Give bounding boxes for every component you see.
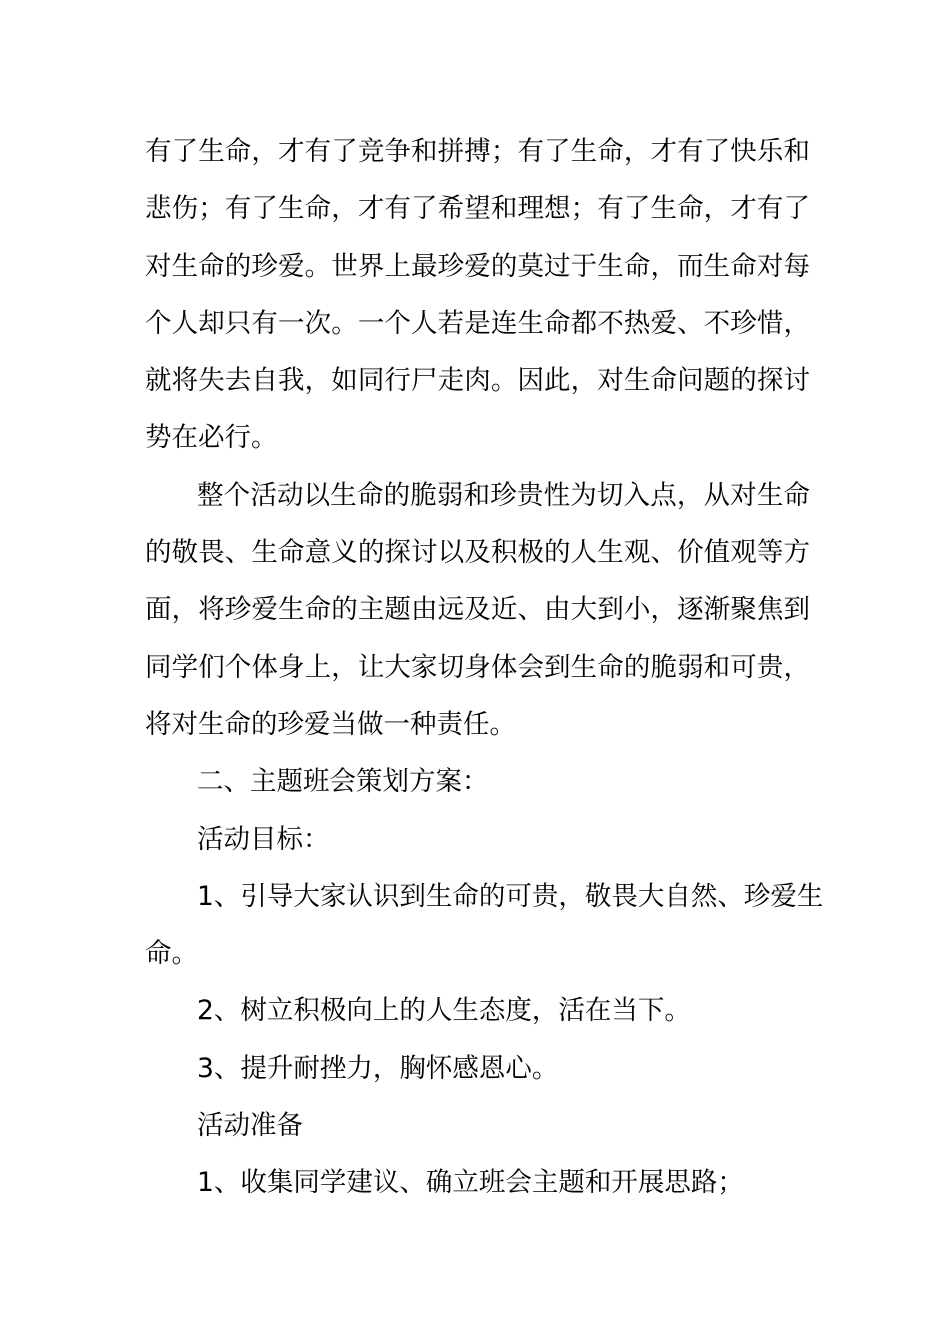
intro-paragraph <box>145 123 810 467</box>
text-line: 对生命的珍爱。世界上最珍爱的莫过于生命，而生命对每 <box>145 250 810 282</box>
goal-item-3: 3、提升耐挫力，胸怀感恩心。 <box>197 1052 559 1084</box>
text-line: 同学们个体身上，让大家切身体会到生命的脆弱和可贵， <box>145 651 810 683</box>
document-body <box>145 123 824 1212</box>
preparation-heading: 活动准备 <box>197 1110 303 1142</box>
text-line: 就将失去自我，如同行尸走肉。因此，对生命问题的探讨 <box>145 365 810 397</box>
section-heading: 二、主题班会策划方案： <box>197 766 489 798</box>
goal-item-1 <box>145 868 824 983</box>
text-line: 命。 <box>145 938 198 970</box>
text-line: 整个活动以生命的脆弱和珍贵性为切入点，从对生命 <box>197 479 810 511</box>
text-line: 的敬畏、生命意义的探讨以及积极的人生观、价值观等方 <box>145 537 810 569</box>
text-line: 个人却只有一次。一个人若是连生命都不热爱、不珍惜， <box>145 307 810 339</box>
goal-item-2: 2、树立积极向上的人生态度，活在当下。 <box>197 995 691 1027</box>
goals-heading: 活动目标： <box>197 823 330 855</box>
text-line: 有了生命，才有了竞争和拼搏；有了生命，才有了快乐和 <box>145 136 810 167</box>
preparation-item-1: 1、收集同学建议、确立班会主题和开展思路； <box>197 1167 744 1199</box>
text-line: 势在必行。 <box>145 422 278 454</box>
text-line: 面，将珍爱生命的主题由远及近、由大到小，逐渐聚焦到 <box>145 594 810 626</box>
activity-overview-paragraph <box>145 467 810 753</box>
text-line: 1、引导大家认识到生命的可贵，敬畏大自然、珍爱生 <box>197 880 824 912</box>
text-line: 悲伤；有了生命，才有了希望和理想；有了生命，才有了 <box>145 193 810 225</box>
text-line: 将对生命的珍爱当做一种责任。 <box>145 708 516 740</box>
